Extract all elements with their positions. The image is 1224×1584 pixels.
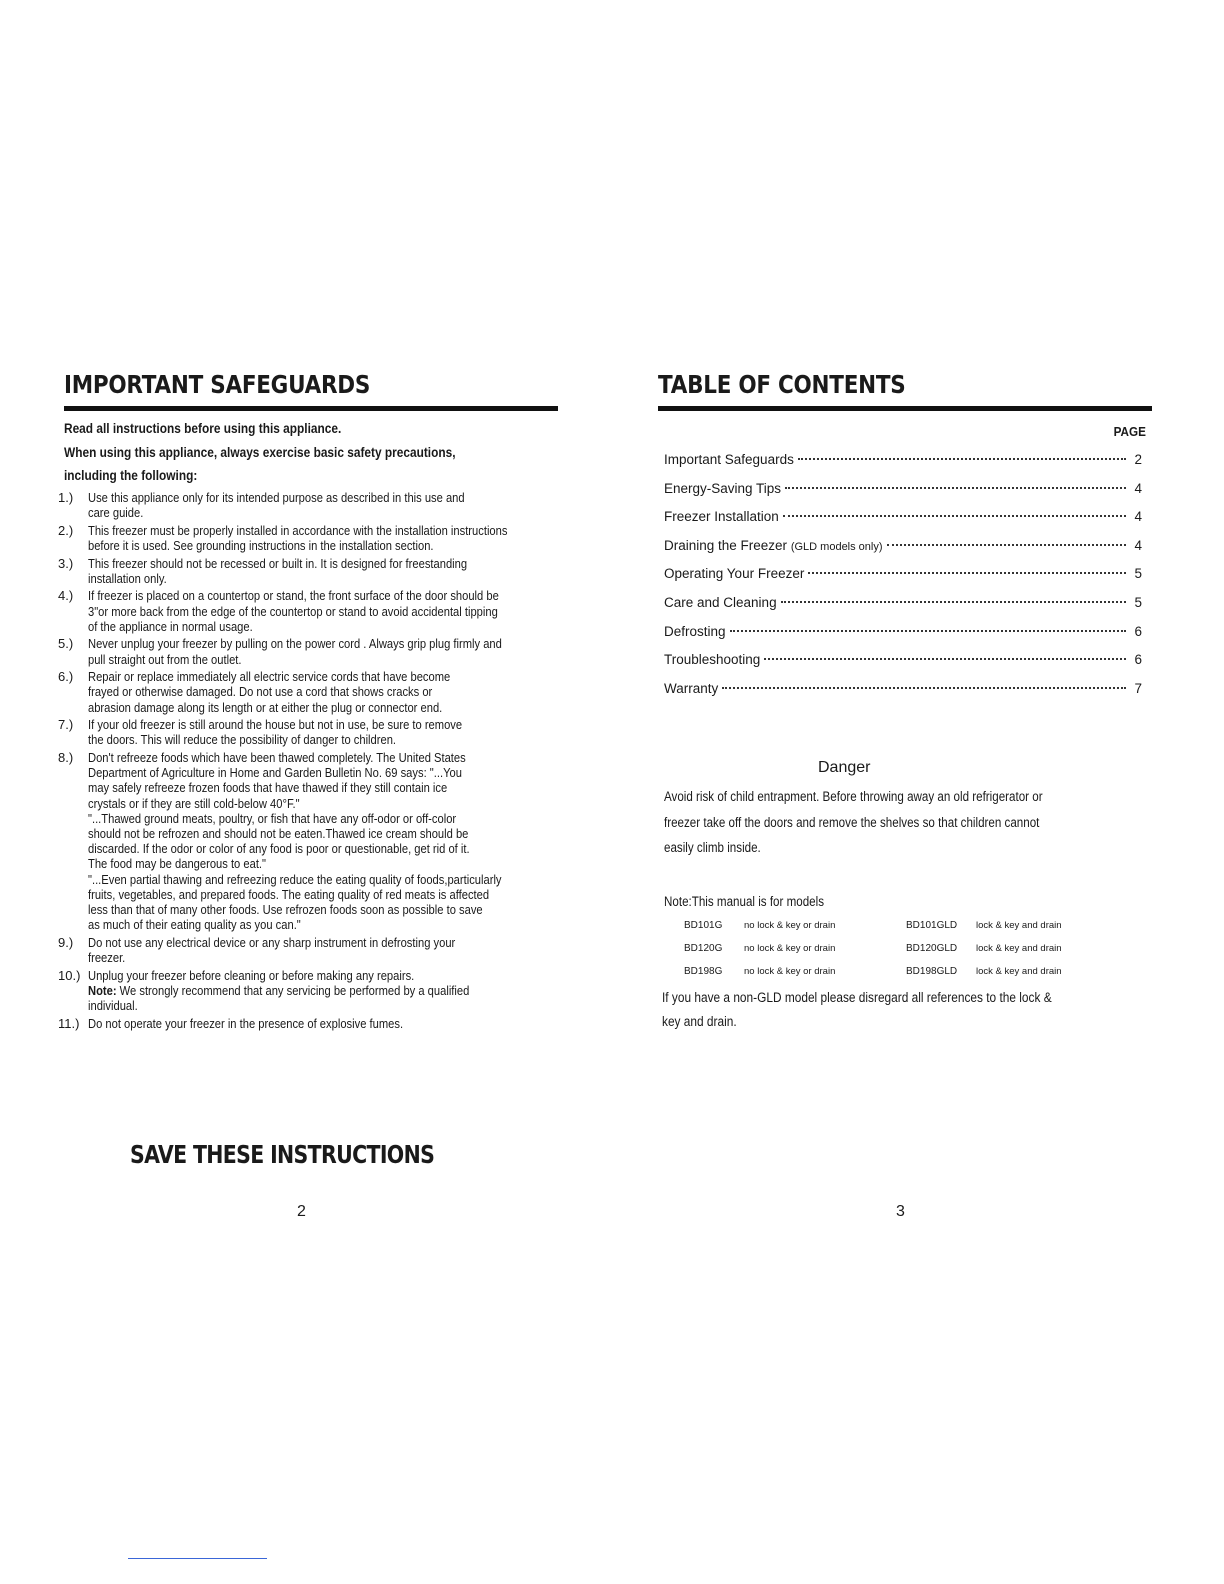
model-description: lock & key and drain bbox=[976, 966, 1062, 977]
safeguard-list bbox=[58, 490, 558, 1033]
item-line: fruits, vegetables, and prepared foods. The eating quality of red meats is affected bbox=[88, 886, 490, 902]
model-code: BD101GLD bbox=[906, 920, 958, 931]
item-line: Department of Agriculture in Home and Garden Bulletin No. 69 says: "...You bbox=[88, 765, 462, 781]
model-description: lock & key and drain bbox=[976, 920, 1062, 931]
intro-line-1: Read all instructions before using this appliance. bbox=[64, 421, 342, 436]
item-line: If freezer is placed on a countertop or stand, the front surface of the door should be bbox=[88, 588, 499, 604]
toc-label bbox=[664, 595, 777, 610]
toc-label-text: Draining the Freezer bbox=[664, 537, 788, 553]
item-line: Unplug your freezer before cleaning or before making any repairs. bbox=[88, 967, 415, 983]
toc-leader-dots bbox=[798, 458, 1126, 460]
item-text bbox=[88, 490, 531, 520]
item-text bbox=[88, 556, 531, 586]
toc-label-qualifier: (GLD models only) bbox=[790, 540, 883, 553]
item-line: "...Even partial thawing and refreezing reduce the eating quality of foods,particularly bbox=[88, 871, 502, 887]
danger-text bbox=[664, 784, 1146, 861]
toc-page-number: 5 bbox=[1134, 594, 1142, 610]
item-line: This freezer must be properly installed in accordance with the installation instructions bbox=[88, 522, 508, 538]
bottom-link-underline bbox=[128, 1558, 267, 1559]
item-line: "...Thawed ground meats, poultry, or fish that have any off-odor or off-color bbox=[88, 810, 457, 826]
item-number: 10.) bbox=[58, 967, 81, 983]
toc-leader-dots bbox=[808, 572, 1126, 574]
item-text bbox=[88, 968, 531, 1014]
item-line: before it is used. See grounding instructions in the installation section. bbox=[88, 538, 434, 553]
title-rule bbox=[64, 406, 558, 411]
safeguard-item bbox=[58, 1016, 558, 1031]
toc-leader-dots bbox=[764, 658, 1126, 660]
item-line: abrasion damage along its length or at either the plug or connector end. bbox=[88, 699, 443, 715]
toc-entry bbox=[664, 566, 1142, 595]
note-line bbox=[88, 983, 531, 998]
item-line: freezer. bbox=[88, 950, 126, 966]
safeguard-item bbox=[58, 935, 558, 965]
toc-label bbox=[664, 652, 760, 667]
item-text bbox=[88, 523, 531, 553]
table-of-contents bbox=[664, 452, 1142, 709]
toc-label-text: Freezer Installation bbox=[664, 509, 779, 525]
toc-page-number: 6 bbox=[1134, 623, 1142, 639]
model-description: no lock & key or drain bbox=[744, 920, 836, 931]
toc-label-text: Care and Cleaning bbox=[664, 594, 777, 610]
item-number: 1.) bbox=[58, 490, 74, 505]
item-line: Repair or replace immediately all electric service cords that have become bbox=[88, 669, 451, 685]
page-number: 3 bbox=[896, 1203, 905, 1220]
item-line: The food may be dangerous to eat." bbox=[88, 856, 267, 872]
item-number: 5.) bbox=[58, 636, 74, 652]
note-line: individual. bbox=[88, 998, 138, 1014]
danger-line: Avoid risk of child entrapment. Before throwing away an old refrigerator or bbox=[664, 789, 1043, 804]
safeguard-item bbox=[58, 556, 558, 586]
toc-page-number: 7 bbox=[1134, 680, 1142, 696]
safeguard-item bbox=[58, 750, 558, 932]
model-description: no lock & key or drain bbox=[744, 943, 836, 954]
model-code: BD120GLD bbox=[906, 943, 958, 954]
toc-entry bbox=[664, 595, 1142, 624]
disregard-note bbox=[662, 986, 1155, 1034]
note-text: We strongly recommend that any servicing be performed by a qualified bbox=[116, 982, 470, 998]
item-text bbox=[88, 717, 531, 747]
page-column-header: PAGE bbox=[1113, 424, 1146, 439]
item-number: 7.) bbox=[58, 717, 74, 733]
model-code: BD198GLD bbox=[906, 966, 958, 977]
safeguard-item bbox=[58, 968, 558, 1014]
save-instructions-heading: SAVE THESE INSTRUCTIONS bbox=[130, 1140, 435, 1169]
toc-entry bbox=[664, 538, 1142, 567]
item-line: installation only. bbox=[88, 570, 167, 586]
toc-page-number: 2 bbox=[1134, 452, 1142, 467]
item-text bbox=[88, 588, 531, 634]
safeguards-title: IMPORTANT SAFEGUARDS bbox=[64, 370, 371, 399]
toc-page-number: 6 bbox=[1134, 652, 1142, 668]
item-number: 9.) bbox=[58, 934, 74, 950]
safeguard-item bbox=[58, 523, 558, 553]
toc-entry bbox=[664, 652, 1142, 681]
item-line: should not be refrozen and should not be eaten.Thawed ice cream should be bbox=[88, 826, 469, 841]
item-line: discarded. If the odor or color of any food is poor or questionable, get rid of it. bbox=[88, 841, 470, 857]
toc-entry bbox=[664, 481, 1142, 510]
item-line: Don't refreeze foods which have been thawed completely. The United States bbox=[88, 749, 466, 765]
toc-title: TABLE OF CONTENTS bbox=[658, 370, 906, 399]
toc-entry bbox=[664, 681, 1142, 710]
toc-label bbox=[664, 481, 781, 496]
toc-label bbox=[664, 681, 718, 696]
intro-line-3: including the following: bbox=[64, 468, 198, 483]
toc-leader-dots bbox=[783, 515, 1126, 517]
toc-leader-dots bbox=[781, 601, 1126, 603]
safeguard-item bbox=[58, 717, 558, 747]
toc-entry bbox=[664, 624, 1142, 653]
disregard-line: key and drain. bbox=[662, 1014, 737, 1029]
toc-label-text: Energy-Saving Tips bbox=[664, 480, 782, 496]
item-line: frayed or otherwise damaged. Do not use a cord that shows cracks or bbox=[88, 684, 433, 700]
item-text bbox=[88, 935, 531, 965]
item-number: 11.) bbox=[58, 1015, 80, 1031]
page-number: 2 bbox=[297, 1203, 306, 1220]
toc-label bbox=[664, 538, 883, 553]
item-number: 6.) bbox=[58, 669, 74, 685]
model-code: BD198G bbox=[684, 966, 723, 977]
item-line: as much of their eating quality as you can." bbox=[88, 917, 301, 933]
toc-entry bbox=[664, 452, 1142, 481]
models-note: Note:This manual is for models bbox=[664, 894, 825, 909]
safeguard-item bbox=[58, 490, 558, 520]
item-line: If your old freezer is still around the house but not in use, be sure to remove bbox=[88, 717, 463, 733]
item-text bbox=[88, 636, 531, 666]
item-number: 8.) bbox=[58, 749, 74, 765]
item-number: 4.) bbox=[58, 588, 74, 604]
toc-label-text: Warranty bbox=[664, 680, 719, 696]
safeguard-item bbox=[58, 669, 558, 715]
model-code: BD120G bbox=[684, 943, 723, 954]
item-line: 3"or more back from the edge of the countertop or stand to avoid accidental tipping bbox=[88, 603, 498, 619]
item-number: 2.) bbox=[58, 522, 74, 538]
title-rule bbox=[658, 406, 1152, 411]
item-text bbox=[88, 750, 531, 932]
toc-page-number: 4 bbox=[1134, 537, 1142, 553]
item-line: Never unplug your freezer by pulling on the power cord . Always grip plug firmly and bbox=[88, 636, 502, 652]
toc-label bbox=[664, 509, 779, 524]
item-line: crystals or if they are still cold-below 40°F." bbox=[88, 795, 300, 811]
item-text bbox=[88, 669, 531, 715]
item-line: less than that of many other foods. Use refrozen foods soon as possible to save bbox=[88, 902, 483, 918]
toc-page-number: 4 bbox=[1134, 509, 1142, 525]
danger-line: freezer take off the doors and remove the shelves so that children cannot bbox=[664, 814, 1040, 830]
safeguard-item bbox=[58, 636, 558, 666]
toc-label-text: Operating Your Freezer bbox=[664, 566, 805, 582]
safeguard-item bbox=[58, 588, 558, 634]
toc-label bbox=[664, 624, 726, 639]
danger-line: easily climb inside. bbox=[664, 840, 761, 855]
toc-label-text: Troubleshooting bbox=[664, 652, 761, 668]
toc-label bbox=[664, 566, 804, 581]
item-line: of the appliance in normal usage. bbox=[88, 618, 253, 634]
toc-label-text: Important Safeguards bbox=[664, 452, 794, 467]
intro-line-2: When using this appliance, always exercise basic safety precautions, bbox=[64, 445, 456, 460]
item-line: care guide. bbox=[88, 505, 144, 521]
toc-leader-dots bbox=[730, 630, 1126, 632]
note-label: Note: bbox=[88, 982, 117, 998]
item-text bbox=[88, 1016, 531, 1031]
toc-leader-dots bbox=[722, 687, 1126, 689]
toc-entry bbox=[664, 509, 1142, 538]
item-line: Use this appliance only for its intended purpose as described in this use and bbox=[88, 490, 465, 505]
disregard-line: If you have a non-GLD model please disregard all references to the lock & bbox=[662, 990, 1052, 1005]
danger-heading: Danger bbox=[818, 759, 871, 776]
toc-leader-dots bbox=[887, 544, 1126, 546]
item-line: This freezer should not be recessed or built in. It is designed for freestanding bbox=[88, 555, 468, 571]
model-description: no lock & key or drain bbox=[744, 966, 836, 977]
item-line: Do not use any electrical device or any sharp instrument in defrosting your bbox=[88, 934, 456, 950]
item-line: pull straight out from the outlet. bbox=[88, 651, 242, 667]
item-line: the doors. This will reduce the possibility of danger to children. bbox=[88, 732, 397, 748]
toc-page-number: 4 bbox=[1134, 480, 1142, 496]
model-description: lock & key and drain bbox=[976, 943, 1062, 954]
toc-page-number: 5 bbox=[1134, 566, 1142, 582]
item-line: Do not operate your freezer in the presence of explosive fumes. bbox=[88, 1015, 404, 1031]
toc-label bbox=[664, 452, 794, 467]
item-line: may safely refreeze frozen foods that have thawed if they still contain ice bbox=[88, 780, 448, 796]
toc-label-text: Defrosting bbox=[664, 623, 726, 639]
model-code: BD101G bbox=[684, 920, 723, 931]
item-number: 3.) bbox=[58, 555, 74, 571]
toc-leader-dots bbox=[785, 487, 1126, 489]
